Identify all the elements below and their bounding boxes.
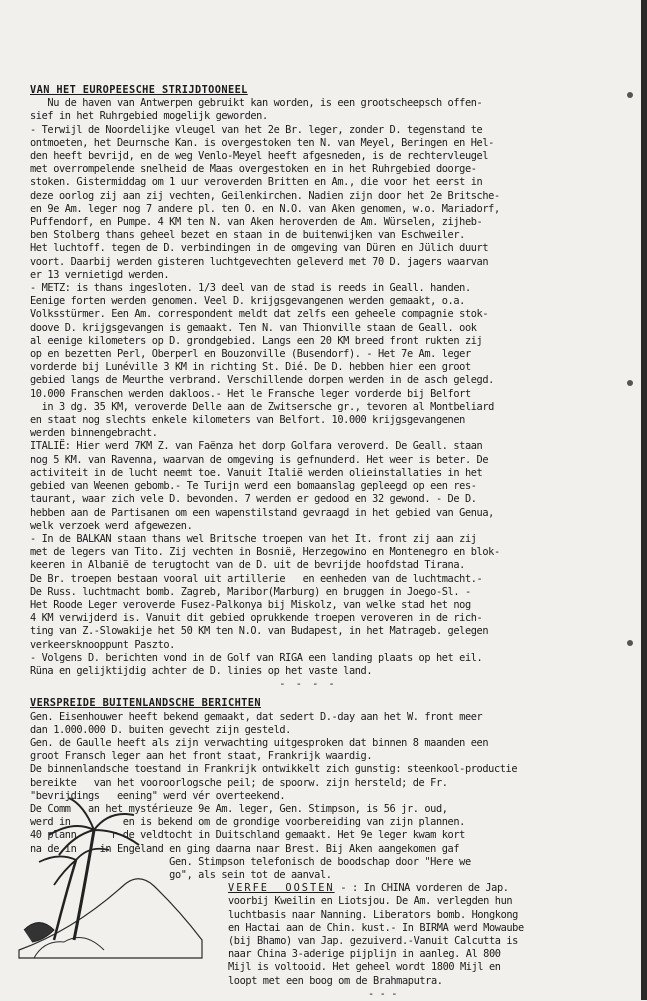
- punch-hole: [627, 92, 633, 98]
- text-line: De Russ. luchtmacht bomb. Zagreb, Maribor(Marburg) en bruggen in Joego-Sl. -: [30, 585, 471, 598]
- section-far-east-text: [228, 895, 586, 987]
- punch-hole: [627, 380, 633, 386]
- text-line: naar China 3-aderige pijplijn in aanleg. Al 800: [228, 948, 501, 961]
- text-line: De Comm an het mystérieuze 9e Am. leger, Gen. Stimpson, is 56 jr. oud,: [30, 802, 448, 815]
- text-line: Gen. de Gaulle heeft als zijn verwachting uitgesproken dat binnen 8 maanden een: [30, 736, 489, 749]
- text-line: Het Roode Leger veroverde Fusez-Palkonya bij Miskolz, van welke stad het nog: [30, 598, 471, 611]
- text-line: keeren in Albanië de terugtocht van de D. uit de bevrijde hoofdstad Tirana.: [30, 559, 465, 572]
- text-line: met overrompelende snelheid de Maas overgestoken en in het Ruhrgebied doorge-: [30, 163, 477, 176]
- text-line: sief in het Ruhrgebied mogelijk geworden.: [30, 110, 268, 123]
- text-line: De Br. troepen bestaan vooral uit artillerie en eenheden van de luchtmacht.-: [30, 572, 483, 585]
- text-line: groot Fransch leger aan het front staat, Frankrijk waardig.: [30, 750, 373, 763]
- text-line: go", als sein tot de aanval.: [30, 868, 332, 881]
- text-line: "bevrijdings eening" werd vér overteekend.: [30, 789, 286, 802]
- text-line: den heeft bevrijd, en de weg Venlo-Meyel heeft afgesneden, is de rechtervleugel: [30, 150, 489, 163]
- text-line: op en bezetten Perl, Oberperl en Bouzonville (Busendorf). - Het 7e Am. leger: [30, 348, 471, 361]
- text-line: na de in in Engeland en ging daarna naar Brest. Bij Aken aangekomen gaf: [30, 842, 460, 855]
- text-line: nog 5 KM. van Ravenna, waarvan de omgeving is gefnunderd. Het weer is beter. De: [30, 453, 489, 466]
- palm-tree-mountain-illustration: [14, 790, 204, 960]
- section-separator: - - -: [368, 987, 397, 1000]
- section-heading-europe: VAN HET EUROPEESCHE STRIJDTOONEEL: [30, 84, 248, 96]
- text-line: doove D. krijgsgevangen is gemaakt. Ten N. van Thionville staan de Geall. ook: [30, 321, 477, 334]
- section-heading-foreign: VERSPREIDE BUITENLANDSCHE BERICHTEN: [30, 697, 261, 710]
- text-line: (bij Bhamo) van Jap. gezuiverd.-Vanuit Calcutta is: [228, 935, 518, 947]
- text-line: activiteit in de lucht neemt toe. Vanuit Italië werden olieinstallaties in het: [30, 466, 483, 479]
- far-east-lead: - : In CHINA vorderen de Jap.: [334, 882, 509, 895]
- text-line: en 9e Am. leger nog 7 andere pl. ten O. en N.O. van Aken genomen, w.o. Mariadorf,: [30, 202, 500, 215]
- text-line: met de legers van Tito. Zij vechten in Bosnië, Herzegowino en Montenegro en blok-: [30, 546, 500, 559]
- text-line: 40 plann r de veldtocht in Duitschland gemaakt. Het 9e leger kwam kort: [30, 829, 465, 842]
- text-line: al eenige kilometers op D. grondgebied. Langs een 20 KM breed front rukten zij: [30, 334, 483, 347]
- text-line: in 3 dg. 35 KM, veroverde Delle aan de Zwitsersche gr., tevoren al Montbeliard: [30, 400, 494, 413]
- text-line: Gen. Stimpson telefonisch de boodschap door "Here we: [30, 855, 471, 868]
- text-line: Mijl is voltooid. Het geheel wordt 1800 Mijl en: [228, 961, 501, 974]
- text-line: en Hactai aan de Chin. kust.- In BIRMA werd Mowaube: [228, 921, 524, 934]
- text-line: Rüna en gelijktijdig achter de D. linies op het vaste land.: [30, 664, 373, 677]
- text-line: werd in en is bekend om de grondige voorbereiding van zijn plannen.: [30, 816, 465, 829]
- section-europe-text: [30, 97, 586, 678]
- text-line: Eenige forten werden genomen. Veel D. krijgsgevangenen werden gemaakt, o.a.: [30, 295, 465, 308]
- text-line: er 13 vernietigd werden.: [30, 268, 170, 281]
- text-line: verkeersknooppunt Paszto.: [30, 638, 175, 651]
- text-line: Gen. Eisenhouwer heeft bekend gemaakt, dat sedert D.-day aan het W. front meer: [30, 710, 483, 723]
- text-line: ting van Z.-Slowakije het 50 KM ten N.O. van Budapest, in het Matrageb. gelegen: [30, 625, 489, 638]
- section-separator: - - - -: [279, 678, 337, 691]
- text-line: stoken. Gistermiddag om 1 uur veroverden Britten en Am., die voor het eerst in: [30, 176, 483, 189]
- text-line: voort. Daarbij werden gisteren luchtgevechten geleverd met 70 D. jagers waarvan: [30, 255, 489, 268]
- text-line: vorderde bij Lunéville 3 KM in richting St. Dié. De D. hebben hier een groot: [30, 361, 471, 374]
- text-line: ITALIË: Hier werd 7KM Z. van Faënza het dorp Golfara veroverd. De Geall. staan: [30, 440, 483, 453]
- text-line: ontmoeten, het Deurnsche Kan. is overgestoken ten N. van Meyel, Beringen en Hel-: [30, 136, 494, 149]
- text-line: 4 KM verwijderd is. Vanuit dit gebied oprukkende troepen veroveren in de rich-: [30, 612, 483, 625]
- text-line: - Terwijl de Noordelijke vleugel van het 2e Br. leger, zonder D. tegenstand te: [30, 123, 483, 136]
- text-line: deze oorlog zij aan zij vechten, Geilenkirchen. Nadien zijn door het 2e Britsche-: [30, 189, 500, 202]
- text-line: loopt met een boog om de Brahmaputra.: [228, 974, 443, 987]
- text-line: Puffendorf, en Pumpe. 4 KM ten N. van Aken heroverden de Am. Würselen, zijheb-: [30, 216, 483, 229]
- text-line: - In de BALKAN staan thans wel Britsche troepen van het It. front zij aan zij: [30, 532, 477, 545]
- text-line: bereikte van het vooroorlogsche peil; de spoorw. zijn hersteld; de Fr.: [30, 776, 448, 789]
- text-line: - METZ: is thans ingesloten. 1/3 deel van de stad is reeds in Geall. handen.: [30, 282, 471, 295]
- text-line: Volksstürmer. Een Am. correspondent meldt dat zelfs een geheele compagnie stok-: [30, 308, 489, 321]
- text-line: hebben aan de Partisanen om een wapenstilstand gevraagd in het gebied van Genua,: [30, 506, 494, 519]
- section-heading-far-east: VERFE OOSTEN: [228, 882, 335, 895]
- text-line: - Volgens D. berichten vond in de Golf van RIGA een landing plaats op het eil.: [30, 651, 483, 664]
- text-line: gebied van Weenen gebomb.- Te Turijn werd een bomaanslag gepleegd op een res-: [30, 480, 477, 493]
- text-line: De binnenlandsche toestand in Frankrijk ontwikkelt zich gunstig: steenkool-productie: [30, 763, 518, 776]
- text-line: welk verzoek werd afgewezen.: [30, 519, 193, 532]
- text-line: Nu de haven van Antwerpen gebruikt kan worden, is een grootscheepsch offen-: [30, 97, 483, 110]
- text-line: gebied langs de Meurthe verbrand. Verschillende dorpen werden in de asch gelegd.: [30, 374, 494, 387]
- text-line: ben Stolberg thans geheel bezet en staan in de buitenwijken van Eschweiler.: [30, 229, 465, 242]
- text-line: dan 1.000.000 D. buiten gevecht zijn gesteld.: [30, 723, 291, 736]
- punch-hole: [627, 640, 633, 646]
- text-line: voorbij Kweilin en Liotsjou. De Am. verlegden hun: [228, 895, 513, 908]
- text-line: luchtbasis naar Nanning. Liberators bomb. Hongkong: [228, 908, 518, 921]
- text-line: taurant, waar zich vele D. bevonden. 7 werden er gedood en 32 gewond. - De D.: [30, 493, 477, 506]
- text-line: en staat nog slechts enkele kilometers van Belfort. 10.000 krijgsgevangenen: [30, 414, 465, 427]
- section-far-east: [228, 882, 586, 1001]
- text-line: Het luchtoff. tegen de D. verbindingen in de omgeving van Düren en Jülich duurt: [30, 242, 489, 255]
- text-line: werden binnengebracht.: [30, 427, 158, 440]
- text-line: 10.000 Franschen werden dakloos.- Het le Fransche leger vorderde bij Belfort: [30, 387, 471, 400]
- binding-edge: [641, 0, 647, 1000]
